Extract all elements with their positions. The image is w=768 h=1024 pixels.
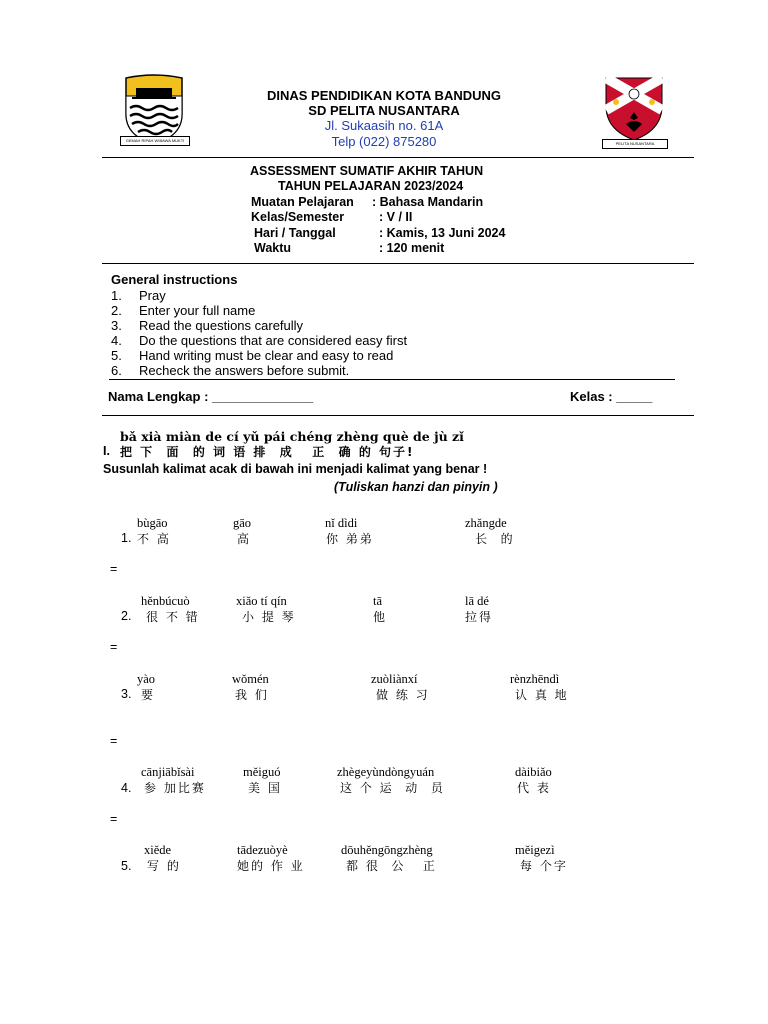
q4-answer-line[interactable]: = xyxy=(110,812,118,826)
q1-pinyin-1: bùgāo xyxy=(137,516,168,530)
right-logo-banner: PELITA NUSANTARA xyxy=(602,139,668,149)
q2-hanzi-2: 小 提 琴 xyxy=(242,610,296,624)
q4-hanzi-3: 这 个 运 动 员 xyxy=(340,781,445,795)
instruction-num-6: 6. xyxy=(111,363,122,378)
q5-hanzi-3: 都 很 公 正 xyxy=(346,859,437,873)
section-numeral: I. xyxy=(103,444,110,458)
q2-answer-line[interactable]: = xyxy=(110,640,118,654)
instruction-num-1: 1. xyxy=(111,288,122,303)
info-value-class: : V / II xyxy=(379,210,413,224)
student-divider xyxy=(102,415,694,416)
q4-number: 4. xyxy=(121,781,132,795)
header-line2: SD PELITA NUSANTARA xyxy=(308,103,460,118)
assessment-title: ASSESSMENT SUMATIF AKHIR TAHUN xyxy=(250,164,484,178)
q3-pinyin-1: yào xyxy=(137,672,156,686)
q4-hanzi-2: 美 国 xyxy=(248,781,282,795)
q4-pinyin-3: zhègeyùndòngyuán xyxy=(337,765,435,779)
q2-hanzi-1: 很 不 错 xyxy=(146,610,200,624)
q1-hanzi-4: 长 的 xyxy=(475,532,515,546)
instruction-num-5: 5. xyxy=(111,348,122,363)
instructions-underline xyxy=(109,379,675,380)
instruction-text-2: Enter your full name xyxy=(139,303,256,318)
info-label-subject: Muatan Pelajaran xyxy=(251,195,354,209)
q1-hanzi-3: 你 弟弟 xyxy=(326,532,374,546)
q1-pinyin-2: gāo xyxy=(233,516,252,530)
assessment-divider xyxy=(102,263,694,264)
instructions-heading: General instructions xyxy=(111,272,238,287)
q5-pinyin-3: dōuhěngōngzhèng xyxy=(341,843,433,857)
q3-hanzi-3: 做 练 习 xyxy=(376,688,430,702)
q5-hanzi-4: 每 个字 xyxy=(520,859,568,873)
q1-hanzi-1: 不 高 xyxy=(137,532,171,546)
section-pinyin: bǎ xià miàn de cí yǔ pái chéng zhèng què de jù zǐ xyxy=(120,429,464,444)
q3-hanzi-4: 认 真 地 xyxy=(515,688,569,702)
q2-hanzi-4: 拉得 xyxy=(465,610,494,624)
assessment-year: TAHUN PELAJARAN 2023/2024 xyxy=(278,179,464,193)
instruction-text-5: Hand writing must be clear and easy to read xyxy=(139,348,394,363)
q1-pinyin-4: zhǎngde xyxy=(465,516,507,530)
q5-pinyin-2: tādezuòyè xyxy=(237,843,288,857)
q2-pinyin-1: hěnbúcuò xyxy=(141,594,190,608)
instruction-text-6: Recheck the answers before submit. xyxy=(139,363,350,378)
q3-hanzi-2: 我 们 xyxy=(235,688,269,702)
instruction-num-4: 4. xyxy=(111,333,122,348)
header-phone: Telp (022) 875280 xyxy=(331,134,437,149)
q3-number: 3. xyxy=(121,687,132,701)
q4-pinyin-4: dàibiǎo xyxy=(515,765,552,779)
q3-hanzi-1: 要 xyxy=(141,688,156,702)
instruction-num-2: 2. xyxy=(111,303,122,318)
q2-hanzi-3: 他 xyxy=(373,610,388,624)
school-shield-logo xyxy=(602,74,666,142)
q1-hanzi-2: 高 xyxy=(237,532,252,546)
info-value-date: : Kamis, 13 Juni 2024 xyxy=(379,226,506,240)
q5-pinyin-4: měigezì xyxy=(515,843,555,857)
q2-pinyin-3: tā xyxy=(373,594,383,608)
q1-number: 1. xyxy=(121,531,132,545)
info-label-time: Waktu xyxy=(254,241,292,255)
section-instruction: Susunlah kalimat acak di bawah ini menjadi kalimat yang benar ! xyxy=(103,462,488,476)
header-divider xyxy=(102,157,694,158)
class-field[interactable]: Kelas : _____ xyxy=(570,389,653,404)
header-line1: DINAS PENDIDIKAN KOTA BANDUNG xyxy=(267,88,501,103)
instruction-num-3: 3. xyxy=(111,318,122,333)
instruction-text-3: Read the questions carefully xyxy=(139,318,304,333)
q3-pinyin-4: rènzhēndì xyxy=(510,672,560,686)
q5-pinyin-1: xiěde xyxy=(144,843,172,857)
q1-answer-line[interactable]: = xyxy=(110,562,118,576)
q4-hanzi-4: 代 表 xyxy=(517,781,551,795)
q5-hanzi-2: 她的 作 业 xyxy=(237,859,305,873)
section-hanzi: 把 下 面 的 词 语 排 成 正 确 的 句子! xyxy=(120,445,415,459)
q5-number: 5. xyxy=(121,859,132,873)
info-label-date: Hari / Tanggal xyxy=(254,226,336,240)
q2-number: 2. xyxy=(121,609,132,623)
q3-pinyin-2: wǒmén xyxy=(232,672,269,686)
section-note: (Tuliskan hanzi dan pinyin ) xyxy=(334,480,498,494)
info-value-time: : 120 menit xyxy=(379,241,445,255)
info-label-class: Kelas/Semester xyxy=(251,210,345,224)
full-name-field[interactable]: Nama Lengkap : ______________ xyxy=(108,389,314,404)
q3-answer-line[interactable]: = xyxy=(110,734,118,748)
q4-hanzi-1: 参 加比赛 xyxy=(144,781,206,795)
info-value-subject: : Bahasa Mandarin xyxy=(372,195,484,209)
instruction-text-1: Pray xyxy=(139,288,166,303)
header-address: Jl. Sukaasih no. 61A xyxy=(324,118,444,133)
q2-pinyin-4: lā dé xyxy=(465,594,489,608)
q3-pinyin-3: zuòliànxí xyxy=(371,672,418,686)
q2-pinyin-2: xiǎo tí qín xyxy=(236,594,287,608)
q1-pinyin-3: nǐ dìdi xyxy=(325,516,358,530)
q4-pinyin-2: měiguó xyxy=(243,765,281,779)
left-logo-banner: GEMAH RIPAH WIBAWA MUKTI xyxy=(120,136,190,146)
instruction-text-4: Do the questions that are considered easy first xyxy=(139,333,408,348)
q5-hanzi-1: 写 的 xyxy=(147,859,181,873)
q4-pinyin-1: cānjiābǐsài xyxy=(141,765,195,779)
